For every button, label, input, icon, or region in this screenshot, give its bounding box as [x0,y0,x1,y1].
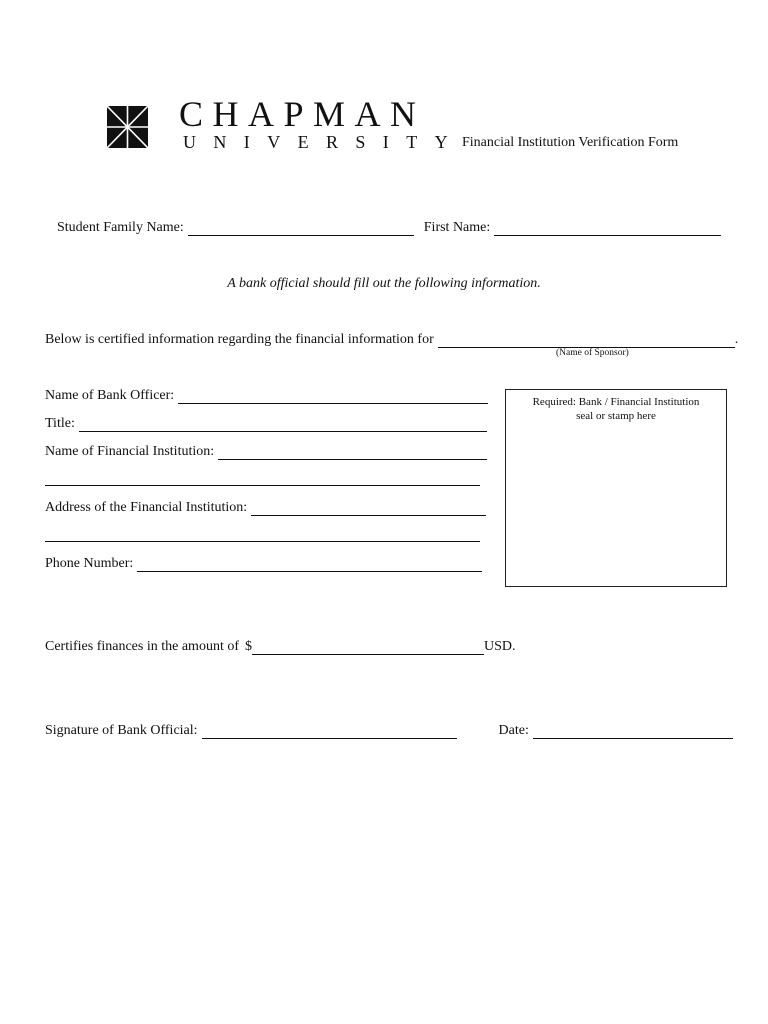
signature-field[interactable] [202,725,457,739]
bank-officer-field[interactable] [178,390,488,404]
title-row [45,416,487,432]
sponsor-note: (Name of Sponsor) [556,348,629,358]
institution-label: Name of Financial Institution: [45,444,215,459]
currency-symbol: $ [245,639,252,654]
phone-field[interactable] [137,558,482,572]
instruction-text: A bank official should fill out the following information. [227,276,541,291]
certified-text: Below is certified information regarding the financial information for [45,332,434,347]
logo-wordmark-chapman: CHAPMAN [179,94,426,134]
phone-label: Phone Number: [45,556,134,571]
amount-label: Certifies finances in the amount of [45,639,239,654]
date-label: Date: [498,723,529,738]
student-name-row [57,220,721,236]
family-name-label: Student Family Name: [57,220,184,235]
bank-officer-row [45,388,488,404]
amount-unit: USD. [484,639,516,654]
institution-field-line-2[interactable] [45,472,480,486]
date-field[interactable] [533,725,733,739]
title-label: Title: [45,416,75,431]
phone-row [45,556,482,572]
amount-row [45,639,516,655]
stamp-line-2: seal or stamp here [576,410,656,422]
amount-field[interactable] [252,641,484,655]
family-name-field[interactable] [188,222,414,236]
sponsor-row [45,332,738,348]
address-row-2 [45,528,480,542]
address-field-line-2[interactable] [45,528,480,542]
sponsor-name-field[interactable] [438,334,735,348]
title-field[interactable] [79,418,487,432]
university-logo-icon [107,106,148,148]
institution-row [45,444,487,460]
first-name-label: First Name: [423,220,491,235]
form-title: Financial Institution Verification Form [462,135,679,150]
address-row [45,500,486,516]
institution-row-2 [45,472,480,486]
first-name-field[interactable] [494,222,721,236]
address-field[interactable] [251,502,486,516]
signature-row [45,723,733,739]
stamp-instructions [506,395,726,423]
logo-wordmark-university: UNIVERSITY [183,132,465,152]
signature-label: Signature of Bank Official: [45,723,198,738]
stamp-box [505,389,727,587]
stamp-line-1: Required: Bank / Financial Institution [532,396,700,408]
bank-officer-label: Name of Bank Officer: [45,388,175,403]
address-label: Address of the Financial Institution: [45,500,248,515]
institution-field[interactable] [218,446,487,460]
sponsor-period: . [734,332,739,347]
